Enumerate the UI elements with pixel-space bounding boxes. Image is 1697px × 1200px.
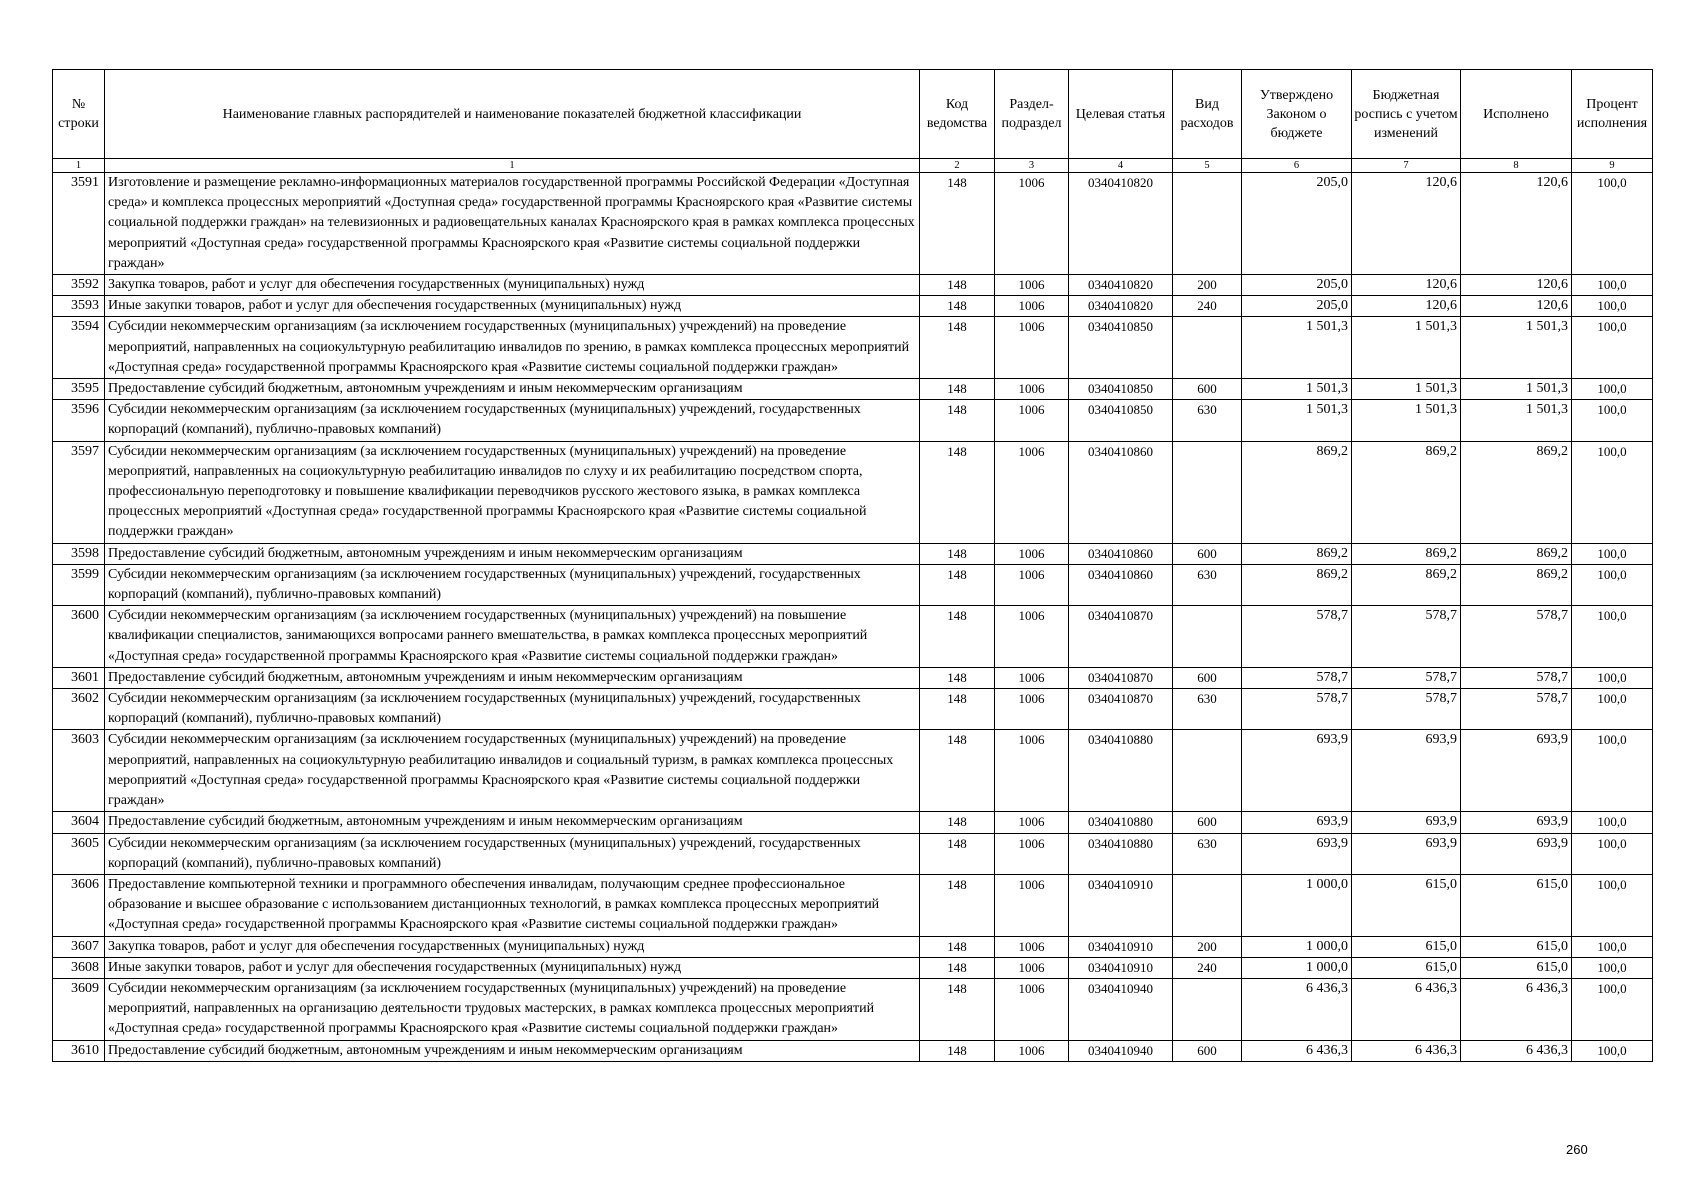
execution-percent: 100,0 bbox=[1572, 400, 1653, 441]
approved-amount: 205,0 bbox=[1242, 275, 1352, 296]
approved-amount: 205,0 bbox=[1242, 296, 1352, 317]
target-code: 0340410820 bbox=[1069, 173, 1173, 275]
table-row bbox=[53, 379, 1653, 400]
budget-amount: 578,7 bbox=[1352, 667, 1461, 688]
target-code: 0340410820 bbox=[1069, 275, 1173, 296]
budget-amount: 615,0 bbox=[1352, 874, 1461, 936]
approved-amount: 693,9 bbox=[1242, 730, 1352, 812]
row-name: Изготовление и размещение рекламно-информационных материалов государственной программы Российской Федерации «Доступная среда» и комплекса процессных мероприятий «Доступная среда» государственной программы Красноярского края «Развитие системы социальной поддержки граждан» на телевизионных и радиовещательных каналах Красноярского края в рамках комплекса процессных мероприятий «Доступная среда» государственной программы Красноярского края «Развитие системы социальной поддержки граждан» bbox=[105, 173, 920, 275]
row-number: 3595 bbox=[53, 379, 105, 400]
column-number: 1 bbox=[53, 159, 105, 173]
approved-amount: 1 501,3 bbox=[1242, 400, 1352, 441]
table-row bbox=[53, 833, 1653, 874]
execution-percent: 100,0 bbox=[1572, 173, 1653, 275]
header-name: Наименование главных распорядителей и наименование показателей бюджетной классификации bbox=[105, 70, 920, 159]
expense-type bbox=[1173, 978, 1242, 1040]
section-code: 1006 bbox=[995, 874, 1069, 936]
budget-table-page bbox=[52, 69, 1652, 1062]
row-number: 3602 bbox=[53, 689, 105, 730]
execution-percent: 100,0 bbox=[1572, 957, 1653, 978]
approved-amount: 869,2 bbox=[1242, 564, 1352, 605]
target-code: 0340410850 bbox=[1069, 400, 1173, 441]
budget-amount: 615,0 bbox=[1352, 936, 1461, 957]
header-budget-list: Бюджетная роспись с учетом изменений bbox=[1352, 70, 1461, 159]
column-number: 6 bbox=[1242, 159, 1352, 173]
header-percent: Процент исполнения bbox=[1572, 70, 1653, 159]
expense-type: 630 bbox=[1173, 833, 1242, 874]
execution-percent: 100,0 bbox=[1572, 833, 1653, 874]
expense-type bbox=[1173, 441, 1242, 543]
expense-type: 600 bbox=[1173, 1040, 1242, 1061]
row-number: 3606 bbox=[53, 874, 105, 936]
dept-code: 148 bbox=[920, 833, 995, 874]
section-code: 1006 bbox=[995, 400, 1069, 441]
table-row bbox=[53, 400, 1653, 441]
approved-amount: 578,7 bbox=[1242, 689, 1352, 730]
row-number: 3607 bbox=[53, 936, 105, 957]
execution-percent: 100,0 bbox=[1572, 543, 1653, 564]
approved-amount: 1 501,3 bbox=[1242, 317, 1352, 379]
row-number: 3608 bbox=[53, 957, 105, 978]
execution-percent: 100,0 bbox=[1572, 730, 1653, 812]
execution-percent: 100,0 bbox=[1572, 689, 1653, 730]
execution-percent: 100,0 bbox=[1572, 667, 1653, 688]
budget-amount: 6 436,3 bbox=[1352, 1040, 1461, 1061]
row-number: 3597 bbox=[53, 441, 105, 543]
row-number: 3610 bbox=[53, 1040, 105, 1061]
row-name: Субсидии некоммерческим организациям (за исключением государственных (муниципальных) учреждений) на проведение мероприятий, направленных на социокультурную реабилитацию инвалидов по слуху и их реабилитацию посредством спорта, профессиональную переподготовку и повышение квалификации переводчиков русского жестового языка, в рамках комплекса процессных мероприятий «Доступная среда» государственной программы Красноярского края «Развитие системы социальной поддержки граждан» bbox=[105, 441, 920, 543]
budget-amount: 869,2 bbox=[1352, 564, 1461, 605]
expense-type: 630 bbox=[1173, 400, 1242, 441]
table-row bbox=[53, 689, 1653, 730]
row-number: 3605 bbox=[53, 833, 105, 874]
executed-amount: 693,9 bbox=[1461, 833, 1572, 874]
approved-amount: 578,7 bbox=[1242, 667, 1352, 688]
header-section: Раздел-подраздел bbox=[995, 70, 1069, 159]
table-row bbox=[53, 936, 1653, 957]
dept-code: 148 bbox=[920, 957, 995, 978]
row-name: Предоставление субсидий бюджетным, автономным учреждениям и иным некоммерческим организациям bbox=[105, 379, 920, 400]
execution-percent: 100,0 bbox=[1572, 1040, 1653, 1061]
expense-type: 630 bbox=[1173, 564, 1242, 605]
target-code: 0340410870 bbox=[1069, 667, 1173, 688]
executed-amount: 693,9 bbox=[1461, 730, 1572, 812]
target-code: 0340410860 bbox=[1069, 441, 1173, 543]
table-row bbox=[53, 296, 1653, 317]
expense-type bbox=[1173, 606, 1242, 668]
target-code: 0340410820 bbox=[1069, 296, 1173, 317]
row-number: 3600 bbox=[53, 606, 105, 668]
table-row bbox=[53, 874, 1653, 936]
target-code: 0340410850 bbox=[1069, 379, 1173, 400]
table-row bbox=[53, 957, 1653, 978]
execution-percent: 100,0 bbox=[1572, 874, 1653, 936]
target-code: 0340410880 bbox=[1069, 812, 1173, 833]
budget-amount: 120,6 bbox=[1352, 296, 1461, 317]
column-number: 4 bbox=[1069, 159, 1173, 173]
executed-amount: 120,6 bbox=[1461, 296, 1572, 317]
approved-amount: 578,7 bbox=[1242, 606, 1352, 668]
executed-amount: 6 436,3 bbox=[1461, 1040, 1572, 1061]
row-number: 3603 bbox=[53, 730, 105, 812]
execution-percent: 100,0 bbox=[1572, 441, 1653, 543]
expense-type: 200 bbox=[1173, 275, 1242, 296]
column-number: 9 bbox=[1572, 159, 1653, 173]
target-code: 0340410880 bbox=[1069, 833, 1173, 874]
row-number: 3609 bbox=[53, 978, 105, 1040]
budget-amount: 578,7 bbox=[1352, 689, 1461, 730]
executed-amount: 693,9 bbox=[1461, 812, 1572, 833]
budget-amount: 1 501,3 bbox=[1352, 379, 1461, 400]
header-approved: Утверждено Законом о бюджете bbox=[1242, 70, 1352, 159]
header-target: Целевая статья bbox=[1069, 70, 1173, 159]
executed-amount: 615,0 bbox=[1461, 957, 1572, 978]
table-row bbox=[53, 441, 1653, 543]
execution-percent: 100,0 bbox=[1572, 317, 1653, 379]
row-number: 3593 bbox=[53, 296, 105, 317]
budget-amount: 615,0 bbox=[1352, 957, 1461, 978]
header-expense-type: Вид расходов bbox=[1173, 70, 1242, 159]
execution-percent: 100,0 bbox=[1572, 379, 1653, 400]
expense-type bbox=[1173, 874, 1242, 936]
execution-percent: 100,0 bbox=[1572, 275, 1653, 296]
section-code: 1006 bbox=[995, 606, 1069, 668]
executed-amount: 578,7 bbox=[1461, 689, 1572, 730]
dept-code: 148 bbox=[920, 275, 995, 296]
executed-amount: 615,0 bbox=[1461, 936, 1572, 957]
executed-amount: 6 436,3 bbox=[1461, 978, 1572, 1040]
row-name: Предоставление субсидий бюджетным, автономным учреждениям и иным некоммерческим организациям bbox=[105, 543, 920, 564]
approved-amount: 1 000,0 bbox=[1242, 936, 1352, 957]
executed-amount: 120,6 bbox=[1461, 173, 1572, 275]
section-code: 1006 bbox=[995, 543, 1069, 564]
row-number: 3599 bbox=[53, 564, 105, 605]
dept-code: 148 bbox=[920, 564, 995, 605]
budget-amount: 693,9 bbox=[1352, 833, 1461, 874]
budget-amount: 869,2 bbox=[1352, 441, 1461, 543]
expense-type bbox=[1173, 730, 1242, 812]
section-code: 1006 bbox=[995, 296, 1069, 317]
budget-amount: 1 501,3 bbox=[1352, 400, 1461, 441]
executed-amount: 578,7 bbox=[1461, 606, 1572, 668]
executed-amount: 1 501,3 bbox=[1461, 400, 1572, 441]
executed-amount: 1 501,3 bbox=[1461, 379, 1572, 400]
budget-table bbox=[52, 69, 1653, 1062]
row-number: 3596 bbox=[53, 400, 105, 441]
column-number: 8 bbox=[1461, 159, 1572, 173]
approved-amount: 205,0 bbox=[1242, 173, 1352, 275]
section-code: 1006 bbox=[995, 379, 1069, 400]
table-row bbox=[53, 667, 1653, 688]
executed-amount: 120,6 bbox=[1461, 275, 1572, 296]
section-code: 1006 bbox=[995, 978, 1069, 1040]
dept-code: 148 bbox=[920, 936, 995, 957]
target-code: 0340410940 bbox=[1069, 1040, 1173, 1061]
target-code: 0340410850 bbox=[1069, 317, 1173, 379]
section-code: 1006 bbox=[995, 730, 1069, 812]
expense-type: 630 bbox=[1173, 689, 1242, 730]
target-code: 0340410860 bbox=[1069, 564, 1173, 605]
executed-amount: 578,7 bbox=[1461, 667, 1572, 688]
row-name: Закупка товаров, работ и услуг для обеспечения государственных (муниципальных) нужд bbox=[105, 275, 920, 296]
budget-amount: 693,9 bbox=[1352, 812, 1461, 833]
approved-amount: 693,9 bbox=[1242, 812, 1352, 833]
table-row bbox=[53, 730, 1653, 812]
approved-amount: 1 000,0 bbox=[1242, 957, 1352, 978]
row-name: Субсидии некоммерческим организациям (за исключением государственных (муниципальных) учреждений) на проведение мероприятий, направленных на организацию деятельности трудовых мастерских, в рамках комплекса процессных мероприятий «Доступная среда» государственной программы Красноярского края «Развитие системы социальной поддержки граждан» bbox=[105, 978, 920, 1040]
executed-amount: 869,2 bbox=[1461, 543, 1572, 564]
execution-percent: 100,0 bbox=[1572, 296, 1653, 317]
budget-amount: 693,9 bbox=[1352, 730, 1461, 812]
header-dept-code: Код ведомства bbox=[920, 70, 995, 159]
approved-amount: 693,9 bbox=[1242, 833, 1352, 874]
row-name: Субсидии некоммерческим организациям (за исключением государственных (муниципальных) учреждений, государственных корпораций (компаний), публично-правовых компаний) bbox=[105, 564, 920, 605]
approved-amount: 1 501,3 bbox=[1242, 379, 1352, 400]
table-row bbox=[53, 564, 1653, 605]
row-number: 3604 bbox=[53, 812, 105, 833]
dept-code: 148 bbox=[920, 667, 995, 688]
row-number: 3598 bbox=[53, 543, 105, 564]
dept-code: 148 bbox=[920, 689, 995, 730]
dept-code: 148 bbox=[920, 173, 995, 275]
dept-code: 148 bbox=[920, 606, 995, 668]
dept-code: 148 bbox=[920, 1040, 995, 1061]
table-row bbox=[53, 543, 1653, 564]
approved-amount: 1 000,0 bbox=[1242, 874, 1352, 936]
row-name: Субсидии некоммерческим организациям (за исключением государственных (муниципальных) учреждений, государственных корпораций (компаний), публично-правовых компаний) bbox=[105, 689, 920, 730]
section-code: 1006 bbox=[995, 441, 1069, 543]
section-code: 1006 bbox=[995, 936, 1069, 957]
row-name: Предоставление субсидий бюджетным, автономным учреждениям и иным некоммерческим организациям bbox=[105, 812, 920, 833]
target-code: 0340410870 bbox=[1069, 606, 1173, 668]
header-row-number: № строки bbox=[53, 70, 105, 159]
row-name: Предоставление компьютерной техники и программного обеспечения инвалидам, получающим среднее профессиональное образование и высшее образование с использованием дистанционных технологий, в рамках комплекса процессных мероприятий «Доступная среда» государственной программы Красноярского края «Развитие системы социальной поддержки граждан» bbox=[105, 874, 920, 936]
column-number: 1 bbox=[105, 159, 920, 173]
row-name: Субсидии некоммерческим организациям (за исключением государственных (муниципальных) учреждений) на повышение квалификации специалистов, занимающихся вопросами раннего вмешательства, в рамках комплекса процессных мероприятий «Доступная среда» государственной программы Красноярского края «Развитие системы социальной поддержки граждан» bbox=[105, 606, 920, 668]
budget-amount: 578,7 bbox=[1352, 606, 1461, 668]
expense-type: 240 bbox=[1173, 957, 1242, 978]
execution-percent: 100,0 bbox=[1572, 812, 1653, 833]
target-code: 0340410860 bbox=[1069, 543, 1173, 564]
table-row bbox=[53, 275, 1653, 296]
row-name: Предоставление субсидий бюджетным, автономным учреждениям и иным некоммерческим организациям bbox=[105, 1040, 920, 1061]
expense-type: 600 bbox=[1173, 379, 1242, 400]
table-row bbox=[53, 978, 1653, 1040]
target-code: 0340410940 bbox=[1069, 978, 1173, 1040]
execution-percent: 100,0 bbox=[1572, 936, 1653, 957]
expense-type: 200 bbox=[1173, 936, 1242, 957]
section-code: 1006 bbox=[995, 317, 1069, 379]
table-row bbox=[53, 173, 1653, 275]
section-code: 1006 bbox=[995, 173, 1069, 275]
row-name: Иные закупки товаров, работ и услуг для обеспечения государственных (муниципальных) нужд bbox=[105, 957, 920, 978]
section-code: 1006 bbox=[995, 564, 1069, 605]
section-code: 1006 bbox=[995, 667, 1069, 688]
table-row bbox=[53, 317, 1653, 379]
row-name: Предоставление субсидий бюджетным, автономным учреждениям и иным некоммерческим организациям bbox=[105, 667, 920, 688]
budget-amount: 869,2 bbox=[1352, 543, 1461, 564]
expense-type: 600 bbox=[1173, 812, 1242, 833]
expense-type: 600 bbox=[1173, 543, 1242, 564]
budget-amount: 120,6 bbox=[1352, 173, 1461, 275]
target-code: 0340410880 bbox=[1069, 730, 1173, 812]
approved-amount: 6 436,3 bbox=[1242, 1040, 1352, 1061]
target-code: 0340410910 bbox=[1069, 957, 1173, 978]
dept-code: 148 bbox=[920, 730, 995, 812]
approved-amount: 869,2 bbox=[1242, 543, 1352, 564]
expense-type: 600 bbox=[1173, 667, 1242, 688]
expense-type bbox=[1173, 173, 1242, 275]
budget-amount: 1 501,3 bbox=[1352, 317, 1461, 379]
column-number: 2 bbox=[920, 159, 995, 173]
page-number: 260 bbox=[1566, 1142, 1588, 1157]
table-row bbox=[53, 812, 1653, 833]
row-number: 3591 bbox=[53, 173, 105, 275]
target-code: 0340410910 bbox=[1069, 936, 1173, 957]
section-code: 1006 bbox=[995, 275, 1069, 296]
execution-percent: 100,0 bbox=[1572, 564, 1653, 605]
section-code: 1006 bbox=[995, 812, 1069, 833]
dept-code: 148 bbox=[920, 543, 995, 564]
dept-code: 148 bbox=[920, 874, 995, 936]
header-executed: Исполнено bbox=[1461, 70, 1572, 159]
row-number: 3592 bbox=[53, 275, 105, 296]
dept-code: 148 bbox=[920, 379, 995, 400]
table-row bbox=[53, 1040, 1653, 1061]
dept-code: 148 bbox=[920, 400, 995, 441]
column-number-row bbox=[53, 159, 1653, 173]
dept-code: 148 bbox=[920, 978, 995, 1040]
approved-amount: 6 436,3 bbox=[1242, 978, 1352, 1040]
row-number: 3594 bbox=[53, 317, 105, 379]
column-number: 5 bbox=[1173, 159, 1242, 173]
executed-amount: 1 501,3 bbox=[1461, 317, 1572, 379]
approved-amount: 869,2 bbox=[1242, 441, 1352, 543]
row-name: Субсидии некоммерческим организациям (за исключением государственных (муниципальных) учреждений, государственных корпораций (компаний), публично-правовых компаний) bbox=[105, 400, 920, 441]
table-row bbox=[53, 606, 1653, 668]
row-name: Субсидии некоммерческим организациям (за исключением государственных (муниципальных) учреждений, государственных корпораций (компаний), публично-правовых компаний) bbox=[105, 833, 920, 874]
budget-amount: 6 436,3 bbox=[1352, 978, 1461, 1040]
column-number: 3 bbox=[995, 159, 1069, 173]
expense-type bbox=[1173, 317, 1242, 379]
column-number: 7 bbox=[1352, 159, 1461, 173]
section-code: 1006 bbox=[995, 1040, 1069, 1061]
target-code: 0340410910 bbox=[1069, 874, 1173, 936]
target-code: 0340410870 bbox=[1069, 689, 1173, 730]
row-name: Иные закупки товаров, работ и услуг для обеспечения государственных (муниципальных) нужд bbox=[105, 296, 920, 317]
section-code: 1006 bbox=[995, 689, 1069, 730]
executed-amount: 615,0 bbox=[1461, 874, 1572, 936]
table-header-row bbox=[53, 70, 1653, 159]
dept-code: 148 bbox=[920, 317, 995, 379]
section-code: 1006 bbox=[995, 957, 1069, 978]
dept-code: 148 bbox=[920, 441, 995, 543]
section-code: 1006 bbox=[995, 833, 1069, 874]
execution-percent: 100,0 bbox=[1572, 978, 1653, 1040]
row-number: 3601 bbox=[53, 667, 105, 688]
row-name: Субсидии некоммерческим организациям (за исключением государственных (муниципальных) учреждений) на проведение мероприятий, направленных на социокультурную реабилитацию инвалидов и социальный туризм, в рамках комплекса процессных мероприятий «Доступная среда» государственной программы Красноярского края «Развитие системы социальной поддержки граждан» bbox=[105, 730, 920, 812]
row-name: Субсидии некоммерческим организациям (за исключением государственных (муниципальных) учреждений) на проведение мероприятий, направленных на социокультурную реабилитацию инвалидов по зрению, в рамках комплекса процессных мероприятий «Доступная среда» государственной программы Красноярского края «Развитие системы социальной поддержки граждан» bbox=[105, 317, 920, 379]
executed-amount: 869,2 bbox=[1461, 441, 1572, 543]
dept-code: 148 bbox=[920, 296, 995, 317]
expense-type: 240 bbox=[1173, 296, 1242, 317]
row-name: Закупка товаров, работ и услуг для обеспечения государственных (муниципальных) нужд bbox=[105, 936, 920, 957]
dept-code: 148 bbox=[920, 812, 995, 833]
executed-amount: 869,2 bbox=[1461, 564, 1572, 605]
budget-amount: 120,6 bbox=[1352, 275, 1461, 296]
execution-percent: 100,0 bbox=[1572, 606, 1653, 668]
